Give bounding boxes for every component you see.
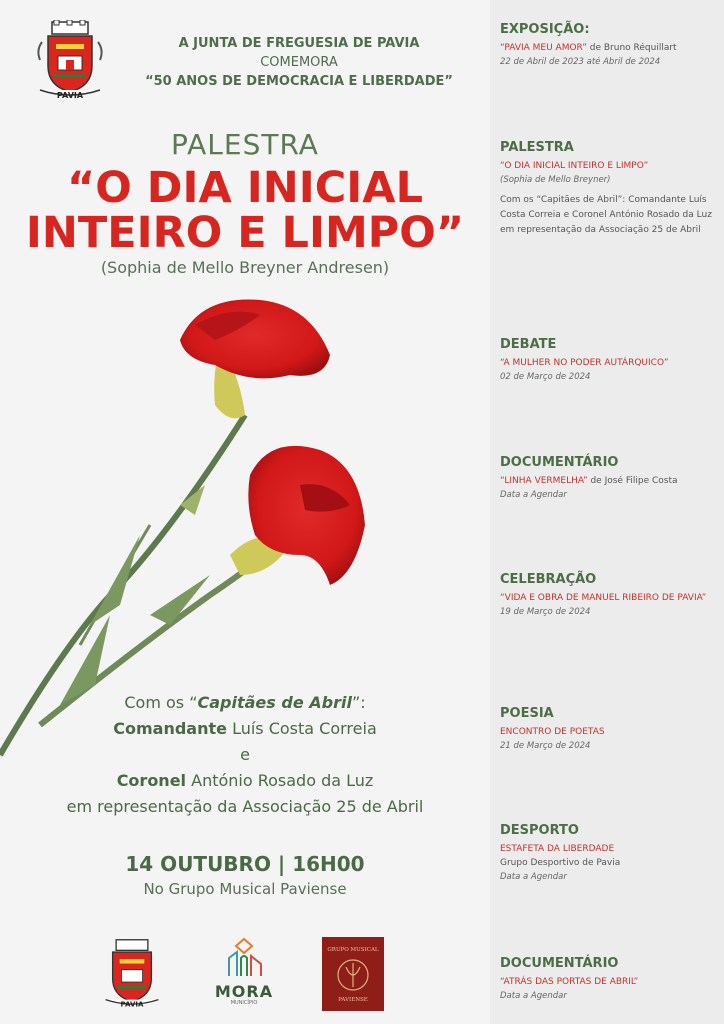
guests-and: e (240, 745, 250, 764)
mora-symbol-icon (219, 936, 269, 980)
event-date: Data a Agendar (500, 991, 567, 1001)
event-celebracao (500, 572, 720, 619)
pavia-crest-icon (34, 20, 106, 104)
pavia-crest-bottom-icon (100, 938, 164, 1012)
event-title-text: “LINHA VERMELHA” (500, 476, 588, 486)
event-date: 19 de Março de 2024 (500, 607, 591, 617)
header-line3: “50 ANOS DE DEMOCRACIA E LIBERDADE” (145, 74, 453, 89)
mora-logo (212, 936, 276, 1006)
event-title: “O DIA INICIAL INTEIRO E LIMPO” (500, 161, 649, 171)
header-block (118, 34, 480, 91)
event-heading: DEBATE (500, 337, 557, 352)
event-date: (Sophia de Mello Breyner) (500, 175, 611, 185)
guest-2-name: António Rosado da Luz (186, 771, 374, 790)
guests-intro (20, 690, 470, 716)
event-heading: DESPORTO (500, 823, 579, 838)
mora-subtitle: MUNICÍPIO (230, 1000, 258, 1006)
event-heading: DOCUMENTÁRIO (500, 956, 619, 971)
event-date: Data a Agendar (500, 872, 567, 882)
intro-pre: Com os “ (124, 693, 198, 712)
kicker-palestra: PALESTRA (171, 128, 319, 161)
grupo-musical-emblem-icon (322, 937, 384, 1011)
intro-em: Capitães de Abril (197, 693, 352, 712)
event-note: Com os “Capitães de Abril”: Comandante Luís Costa Correia e Coronel António Rosado da Luz em representação da Associação 25 de Abril (500, 195, 712, 235)
intro-post: ”: (351, 693, 366, 712)
event-debate (500, 337, 720, 384)
crest-label: PAVIA (56, 91, 84, 100)
title-line2: INTEIRO E LIMPO” (25, 208, 465, 258)
author-credit: (Sophia de Mello Breyner Andresen) (100, 258, 390, 277)
event-title-text: “PAVIA MEU AMOR” (500, 43, 587, 53)
lecture-title (0, 163, 490, 258)
event-title (500, 41, 720, 55)
event-title: “VIDA E OBRA DE MANUEL RIBEIRO DE PAVIA” (500, 593, 707, 603)
event-heading: PALESTRA (500, 140, 574, 155)
event-title-credit: de Bruno Réquillart (586, 43, 677, 53)
guest-1-rank: Comandante (113, 719, 227, 738)
guests-block (20, 690, 470, 820)
event-title: “A MULHER NO PODER AUTÁRQUICO” (500, 358, 669, 368)
event-date: 22 de Abril de 2023 até Abril de 2024 (500, 57, 661, 67)
event-heading: DOCUMENTÁRIO (500, 455, 619, 470)
event-heading: EXPOSIÇÃO: (500, 22, 590, 37)
gm-top-label: GRUPO MUSICAL (327, 947, 379, 953)
event-title (500, 474, 720, 488)
mora-name: MORA (214, 982, 274, 1001)
event-title: ENCONTRO DE POETAS (500, 727, 605, 737)
event-heading: CELEBRAÇÃO (500, 572, 597, 587)
title-line1: “O DIA INICIAL (67, 163, 423, 213)
event-palestra (500, 140, 720, 238)
guest-2 (20, 768, 470, 794)
event-venue: No Grupo Musical Paviense (143, 880, 347, 898)
event-title: “ATRÁS DAS PORTAS DE ABRIL” (500, 977, 639, 987)
grupo-musical-logo (322, 937, 384, 1011)
event-exposicao (500, 22, 720, 69)
event-date: 02 de Março de 2024 (500, 372, 591, 382)
guests-representation: em representação da Associação 25 de Abril (66, 797, 424, 816)
event-heading: POESIA (500, 706, 554, 721)
guest-1-name: Luís Costa Correia (226, 719, 377, 738)
guest-2-rank: Coronel (116, 771, 187, 790)
event-entity: Grupo Desportivo de Pavia (500, 858, 621, 868)
event-title-credit: de José Filipe Costa (587, 476, 678, 486)
event-documentario-2 (500, 956, 720, 1003)
gm-bottom-label: PAVIENSE (338, 997, 368, 1003)
header-line2: COMEMORA (260, 55, 338, 70)
event-date: 14 OUTUBRO | 16H00 (125, 852, 365, 876)
event-desporto (500, 823, 720, 884)
event-poesia (500, 706, 720, 753)
event-date: Data a Agendar (500, 490, 567, 500)
event-documentario-1 (500, 455, 720, 502)
header-line1: A JUNTA DE FREGUESIA DE PAVIA (178, 36, 420, 51)
guest-1 (20, 716, 470, 742)
pavia-logo-label: PAVIA (120, 999, 144, 1009)
event-title: ESTAFETA DA LIBERDADE (500, 844, 615, 854)
event-date: 21 de Março de 2024 (500, 741, 591, 751)
